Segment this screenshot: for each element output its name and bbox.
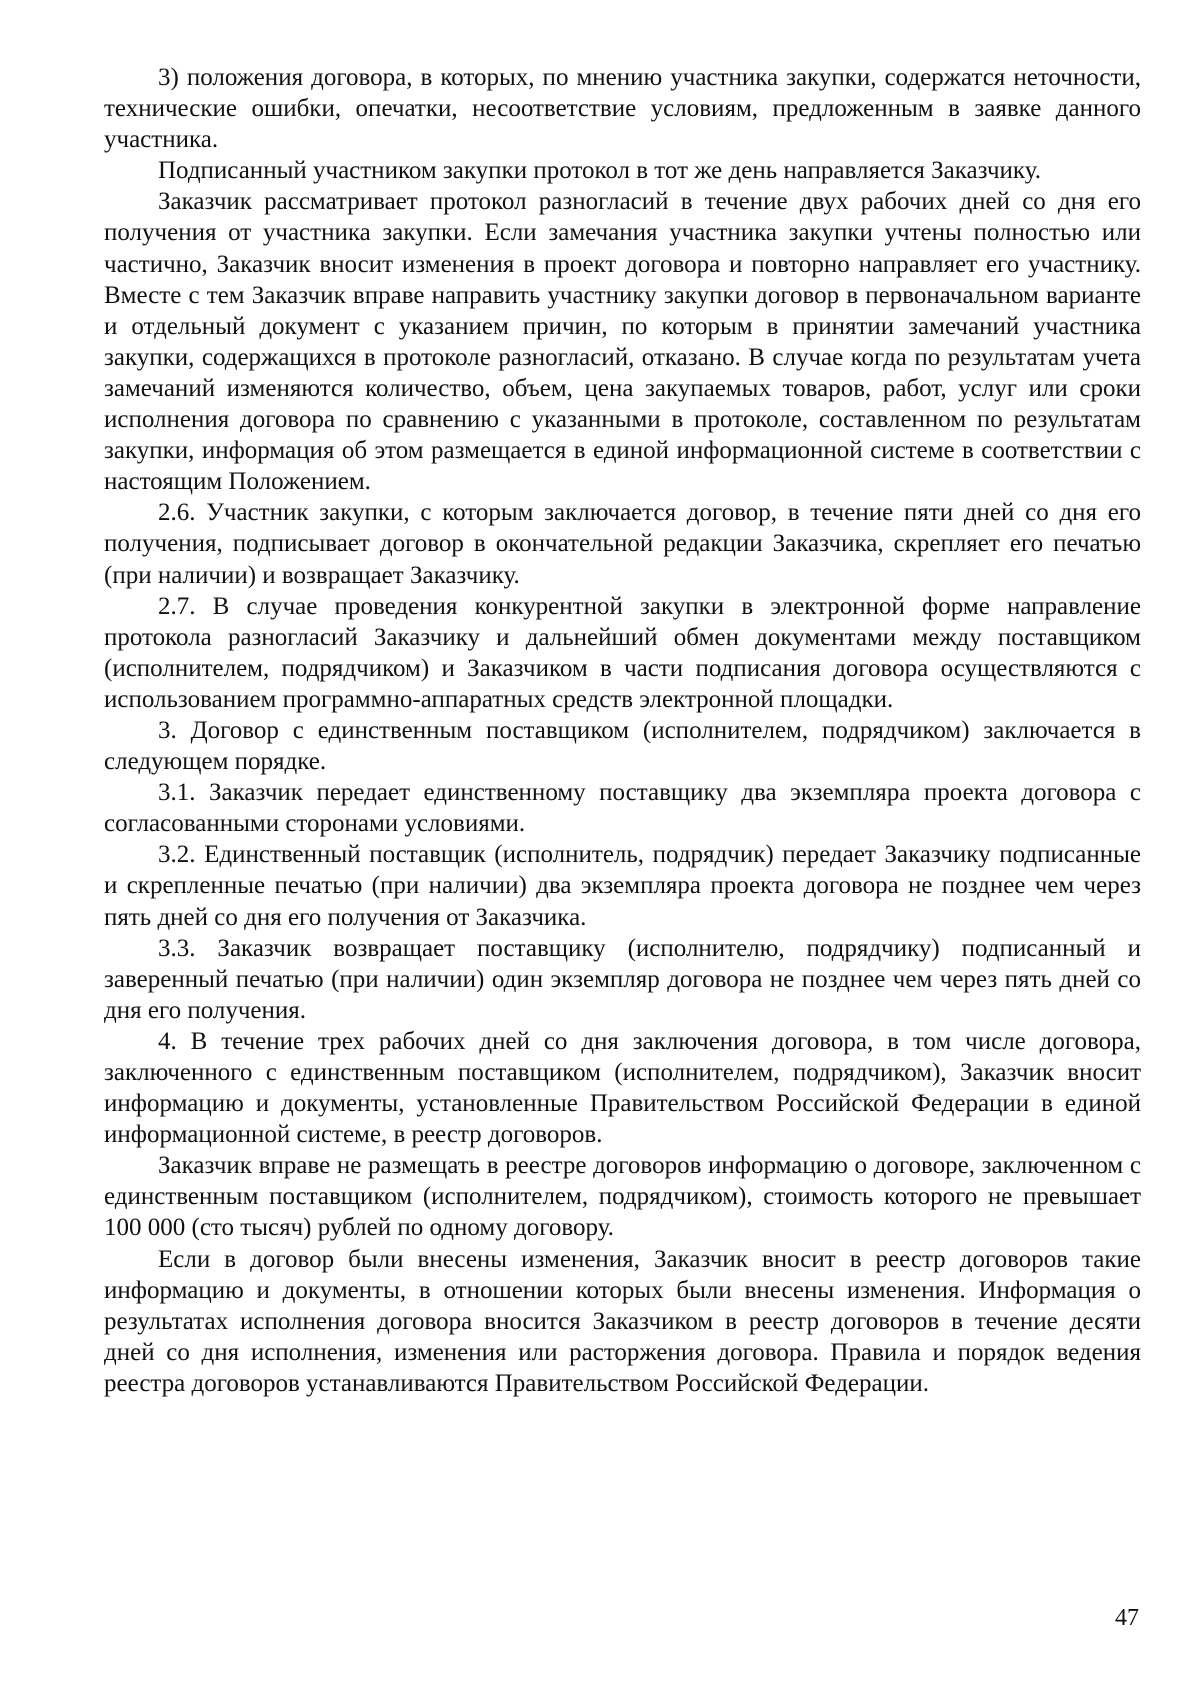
paragraph-3-2: 3.2. Единственный поставщик (исполнитель, подрядчик) передает Заказчику подписанные и скрепленные печатью (при наличии) два экземпляра проекта договора не позднее чем через пять дней со дня его получения от Заказчика. [104,841,1141,931]
paragraph-3-1: 3.1. Заказчик передает единственному поставщику два экземпляра проекта договора с согласованными сторонами условиями. [104,779,1141,838]
paragraph-registry-changes: Если в договор были внесены изменения, Заказчик вносит в реестр договоров такие информацию и документы, в отношении которых были внесены изменения. Информация о результатах исполнения договора вносится Заказчиком в реестр договоров в течение десяти дней со дня исполнения, изменения или расторжения договора. Правила и порядок ведения реестра договоров устанавливаются Правительством Российской Федерации. [104,1245,1141,1397]
paragraph-4: 4. В течение трех рабочих дней со дня заключения договора, в том числе договора, заключенного с единственным поставщиком (исполнителем, подрядчиком), Заказчик вносит информацию и документы, установленные Правительством Российской Федерации в единой информационной системе, в реестр договоров. [104,1027,1141,1149]
paragraph-registry-exemption: Заказчик вправе не размещать в реестре договоров информацию о договоре, заключенном с единственным поставщиком (исполнителем, подрядчиком), стоимость которого не превышает 100 000 (сто тысяч) рублей по одному договору. [104,1152,1141,1242]
paragraph-protocol-review: Заказчик рассматривает протокол разногласий в течение двух рабочих дней со дня его получения от участника закупки. Если замечания участника закупки учтены полностью или частично, Заказчик вносит изменения в проект договора и повторно направляет его участнику. Вместе с тем Заказчик вправе направить участнику закупки договор в первоначальном варианте и отдельный документ с указанием причин, по которым в принятии замечаний участника закупки, содержащихся в протоколе разногласий, отказано. В случае когда по результатам учета замечаний изменяются количество, объем, цена закупаемых товаров, работ, услуг или сроки исполнения договора по сравнению с указанными в протоколе, составленном по результатам закупки, информация об этом размещается в единой информационной системе в соответствии с настоящим Положением. [104,188,1141,496]
paragraph-3-3: 3.3. Заказчик возвращает поставщику (исполнителю, подрядчику) подписанный и заверенный печатью (при наличии) один экземпляр договора не позднее чем через пять дней со дня его получения. [104,934,1141,1024]
paragraph-2-7: 2.7. В случае проведения конкурентной закупки в электронной форме направление протокола разногласий Заказчику и дальнейший обмен документами между поставщиком (исполнителем, подрядчиком) и Заказчиком в части подписания договора осуществляются с использованием программно-аппаратных средств электронной площадки. [104,592,1141,713]
paragraph-item-3: 3) положения договора, в которых, по мнению участника закупки, содержатся неточности, технические ошибки, опечатки, несоответствие условиям, предложенным в заявке данного участника. [104,64,1141,154]
paragraph-signed-protocol: Подписанный участником закупки протокол в тот же день направляется Заказчику. [158,157,1041,185]
paragraph-2-6: 2.6. Участник закупки, с которым заключается договор, в течение пяти дней со дня его получения, подписывает договор в окончательной редакции Заказчика, скрепляет его печатью (при наличии) и возвращает Заказчику. [104,499,1141,589]
body-text [104,62,1141,1399]
paragraph-3: 3. Договор с единственным поставщиком (исполнителем, подрядчиком) заключается в следующем порядке. [104,716,1141,776]
page-number: 47 [1115,1605,1139,1631]
